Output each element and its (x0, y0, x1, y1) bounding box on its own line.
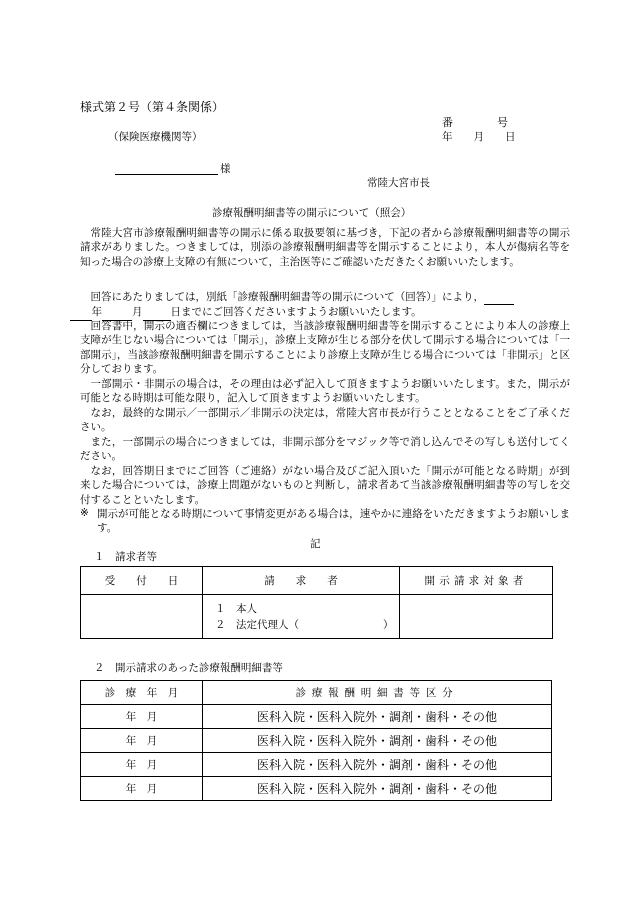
table-row (81, 777, 552, 801)
header-treatment-ym: 診 療 年 月 (81, 681, 203, 705)
addressee: （保険医療機関等） (108, 131, 203, 143)
reception-date-cell[interactable] (81, 595, 203, 639)
statement-category-cell[interactable]: 医科入院・医科入院外・調剤・歯科・その他 (203, 777, 552, 801)
table-row (81, 753, 552, 777)
header-reception-date: 受 付 日 (81, 567, 203, 595)
paragraph-2 (80, 290, 570, 321)
paragraph-5: なお，最終的な開示／一部開示／非開示の決定は，常陸大宮市長が行うこととなることをご了承ください。 (80, 407, 570, 434)
paragraph-6: また，一部開示の場合につきましては，非開示部分をマジック等で消し込んでその写しも送付してください。 (80, 436, 570, 463)
section2-heading: ２ 開示請求のあった診療報酬明細書等 (94, 662, 283, 674)
statement-category-cell[interactable]: 医科入院・医科入院外・調剤・歯科・その他 (203, 705, 552, 729)
requester-option-self: １ 本人 (215, 602, 257, 615)
note-mark: ※ (80, 507, 89, 519)
paragraph-2-text-a: 回答にあたりましては，別紙「診療報酬明細書等の開示について（回答）」により， (90, 291, 485, 303)
treatment-ym-cell[interactable]: 年 月 (81, 705, 203, 729)
treatment-ym-cell[interactable]: 年 月 (81, 777, 203, 801)
treatment-ym-cell[interactable]: 年 月 (81, 753, 203, 777)
header-target-person: 開示請求対象者 (400, 567, 553, 595)
sender: 常陸大宮市長 (367, 177, 430, 189)
target-person-cell[interactable] (400, 595, 553, 639)
form-number: 様式第２号（第４条関係） (80, 100, 225, 114)
answer-year-label: 年 (91, 306, 102, 319)
paragraph-1: 常陸大宮市診療報酬明細書等の開示に係る取扱要領に基づき，下記の者から診療報酬明細書等の開示請求がありました。つきましては，別添の診療報酬明細書等を開示することにより，本人が傷病名等を知った場合の診療上支障の有無について，主治医等にご確認いただきたくお願いいたします。 (80, 227, 570, 268)
paragraph-2-text-b: 日までにご回答くださいますようお願いいたします。 (170, 306, 422, 319)
statements-table (80, 680, 552, 801)
note-text: 開示が可能となる時期について事情変更がある場合は，速やかに連絡をいただきますようお願いします。 (97, 508, 570, 535)
table-row (81, 729, 552, 753)
date-label: 年 月 日 (442, 131, 516, 143)
statement-category-cell[interactable]: 医科入院・医科入院外・調剤・歯科・その他 (203, 753, 552, 777)
header-requester: 請 求 者 (203, 567, 400, 595)
treatment-ym-cell[interactable]: 年 月 (81, 729, 203, 753)
requester-option-proxy: ２ 法定代理人（ ） (215, 618, 394, 631)
table-row (81, 705, 552, 729)
honorific: 様 (220, 163, 231, 175)
paragraph-7: なお，回答期日までにご回答（ご連絡）がない場合及びご記入頂いた「開示が可能となる時期」が到来した場合については，診療上問題がないものと判断し，請求者あて当該診療報酬明細書等の写しを交付することといたします。 (80, 465, 570, 506)
ki-heading: 記 (310, 538, 321, 550)
addressee-blank-line (115, 173, 218, 175)
number-label: 番 号 (442, 116, 508, 129)
answer-month-label: 月 (132, 306, 143, 319)
paragraph-3: 回答書中，開示の適否欄につきましては，当該診療報酬明細書等を開示することにより本人の診療上支障が生じない場合については「開示」，診療上支障が生じる部分を伏して開示する場合については「一部開示」，当該診療報酬明細書を開示することにより診療上支障が生じる場合については「非開示」と区分しております。 (80, 320, 570, 376)
requester-cell[interactable] (203, 595, 400, 639)
section1-heading: １ 請求者等 (94, 551, 157, 563)
statement-category-cell[interactable]: 医科入院・医科入院外・調剤・歯科・その他 (203, 729, 552, 753)
document-title: 診療報酬明細書等の開示について（照会） (212, 207, 412, 219)
requester-table (80, 566, 553, 639)
paragraph-4: 一部開示・非開示の場合は，その理由は必ず記入して頂きますようお願いいたします。また，開示が可能となる時期は可能な限り，記入して頂きますようお願いいたします。 (80, 378, 570, 405)
answer-year-blank (484, 290, 514, 305)
header-statement-category: 診療報酬明細書等区分 (203, 681, 552, 705)
